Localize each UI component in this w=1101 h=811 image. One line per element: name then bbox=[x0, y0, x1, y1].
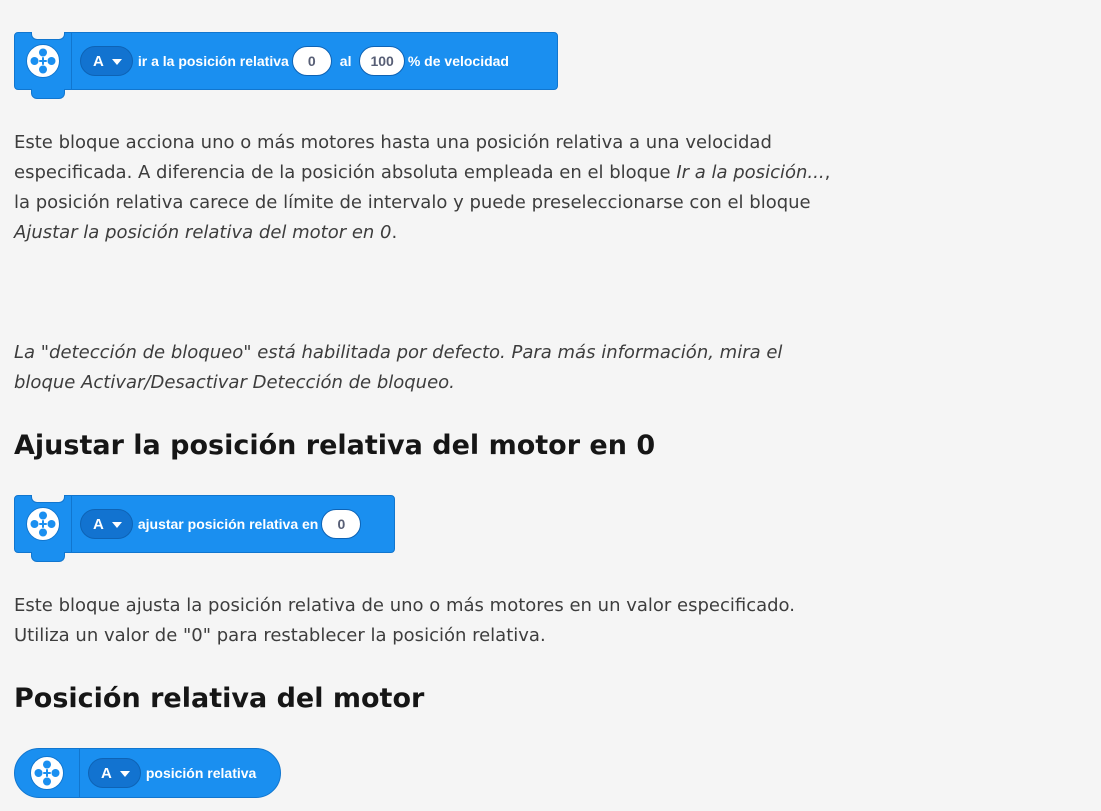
speed-input[interactable]: 100 bbox=[359, 46, 404, 76]
block-icon-zone bbox=[15, 496, 72, 552]
description-text-2: , la posición relativa carece de límite de intervalo y puede preseleccionarse con el bloque bbox=[14, 162, 831, 213]
chevron-down-icon bbox=[120, 771, 130, 777]
description-italic-1: Ir a la posición... bbox=[676, 162, 825, 183]
block-description bbox=[14, 128, 844, 248]
block-label-al: al bbox=[339, 53, 352, 69]
position-input[interactable]: 0 bbox=[292, 46, 332, 76]
chevron-down-icon bbox=[112, 522, 122, 528]
motor-relative-position-reporter[interactable] bbox=[14, 748, 281, 798]
block-label: posición relativa bbox=[145, 765, 257, 781]
block-content bbox=[72, 46, 518, 76]
block-label-speed: % de velocidad bbox=[407, 53, 509, 69]
block-label: ajustar posición relativa en bbox=[137, 516, 319, 532]
description-end: . bbox=[391, 222, 398, 243]
motor-icon bbox=[25, 43, 61, 79]
block-icon-zone bbox=[15, 749, 80, 797]
port-dropdown-value: A bbox=[101, 764, 112, 782]
chevron-down-icon bbox=[112, 59, 122, 65]
motor-set-relative-position-block[interactable] bbox=[14, 495, 395, 553]
description-italic-2: Ajustar la posición relativa del motor en 0 bbox=[14, 222, 392, 243]
block-content bbox=[72, 509, 367, 539]
stall-detection-note: La "detección de bloqueo" está habilitada por defecto. Para más información, mira el bloque Activar/Desactivar Detección de bloqueo. bbox=[14, 342, 783, 393]
motor-go-to-relative-position-block[interactable] bbox=[14, 32, 558, 90]
port-dropdown[interactable] bbox=[88, 758, 141, 788]
block-content bbox=[80, 758, 265, 788]
motor-icon bbox=[25, 506, 61, 542]
port-dropdown-value: A bbox=[93, 52, 104, 70]
block-label: ir a la posición relativa bbox=[137, 53, 289, 69]
description-text-1: Este bloque acciona uno o más motores hasta una posición relativa a una velocidad especificada. A diferencia de la posición absoluta empleada en el bloque bbox=[14, 132, 772, 183]
block-icon-zone bbox=[15, 33, 72, 89]
section-heading-relative-position: Posición relativa del motor bbox=[14, 683, 425, 714]
port-dropdown-value: A bbox=[93, 515, 104, 533]
relative-position-input[interactable]: 0 bbox=[321, 509, 361, 539]
section-heading-set-relative-position: Ajustar la posición relativa del motor en 0 bbox=[14, 430, 656, 461]
port-dropdown[interactable] bbox=[80, 509, 133, 539]
port-dropdown[interactable] bbox=[80, 46, 133, 76]
motor-icon bbox=[29, 755, 65, 791]
set-relative-position-description: Este bloque ajusta la posición relativa de uno o más motores en un valor especificado. Utiliza un valor de "0" para restablecer la posición relativa. bbox=[14, 595, 795, 646]
